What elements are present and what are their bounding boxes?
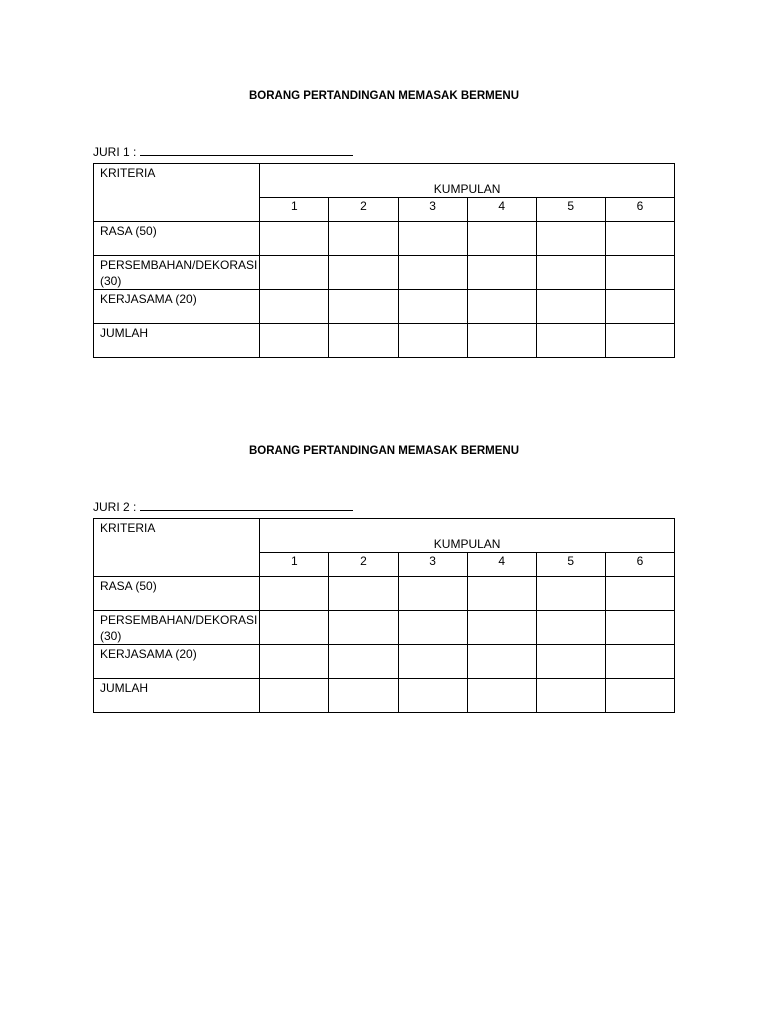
score-cell bbox=[467, 679, 536, 713]
table-row bbox=[94, 679, 675, 713]
score-cell bbox=[536, 290, 605, 324]
score-cell bbox=[329, 324, 398, 358]
score-cell bbox=[329, 222, 398, 256]
group-number: 1 bbox=[260, 197, 329, 221]
score-cell bbox=[467, 611, 536, 645]
form-title: BORANG PERTANDINGAN MEMASAK BERMENU bbox=[248, 445, 520, 457]
score-cell bbox=[260, 290, 329, 324]
score-cell bbox=[467, 577, 536, 611]
score-cell bbox=[467, 324, 536, 358]
score-cell bbox=[329, 679, 398, 713]
score-cell bbox=[260, 679, 329, 713]
score-cell bbox=[605, 611, 674, 645]
score-cell bbox=[260, 577, 329, 611]
score-cell bbox=[467, 645, 536, 679]
score-table bbox=[93, 518, 675, 713]
score-cell bbox=[536, 324, 605, 358]
criteria-label: KERJASAMA (20) bbox=[94, 290, 260, 324]
table-row bbox=[94, 577, 675, 611]
score-cell bbox=[329, 290, 398, 324]
juri-label: JURI 2 : bbox=[93, 500, 137, 514]
score-cell bbox=[467, 256, 536, 290]
table-row bbox=[94, 324, 675, 358]
score-cell bbox=[398, 679, 467, 713]
score-cell bbox=[536, 645, 605, 679]
score-table bbox=[93, 163, 675, 358]
score-cell bbox=[398, 290, 467, 324]
score-cell bbox=[536, 679, 605, 713]
score-cell bbox=[398, 222, 467, 256]
score-cell bbox=[605, 679, 674, 713]
score-cell bbox=[398, 324, 467, 358]
group-number: 6 bbox=[605, 197, 674, 221]
group-number: 4 bbox=[467, 552, 536, 576]
group-number: 3 bbox=[398, 552, 467, 576]
header-kumpulan: KUMPULAN bbox=[260, 164, 675, 198]
group-number: 6 bbox=[605, 552, 674, 576]
criteria-label: PERSEMBAHAN/DEKORASI (30) bbox=[94, 611, 260, 645]
table-row bbox=[94, 611, 675, 645]
table-row bbox=[94, 222, 675, 256]
criteria-label: RASA (50) bbox=[94, 222, 260, 256]
criteria-label: RASA (50) bbox=[94, 577, 260, 611]
header-kriteria: KRITERIA bbox=[94, 519, 260, 577]
group-number: 2 bbox=[329, 197, 398, 221]
juri-name-blank bbox=[140, 499, 353, 511]
score-cell bbox=[605, 577, 674, 611]
score-cell bbox=[329, 256, 398, 290]
score-cell bbox=[605, 324, 674, 358]
juri-name-blank bbox=[140, 144, 353, 156]
group-number: 1 bbox=[260, 552, 329, 576]
score-cell bbox=[467, 290, 536, 324]
score-cell bbox=[329, 611, 398, 645]
group-number: 3 bbox=[398, 197, 467, 221]
score-cell bbox=[536, 222, 605, 256]
table-row bbox=[94, 256, 675, 290]
group-number: 2 bbox=[329, 552, 398, 576]
juri-field bbox=[93, 144, 353, 159]
score-cell bbox=[260, 222, 329, 256]
score-cell bbox=[260, 611, 329, 645]
criteria-label-total: JUMLAH bbox=[94, 324, 260, 358]
score-cell bbox=[398, 577, 467, 611]
score-cell bbox=[329, 645, 398, 679]
group-number: 5 bbox=[536, 552, 605, 576]
score-cell bbox=[605, 290, 674, 324]
juri-label: JURI 1 : bbox=[93, 145, 137, 159]
table-row bbox=[94, 290, 675, 324]
juri-field bbox=[93, 499, 353, 514]
score-cell bbox=[398, 256, 467, 290]
score-cell bbox=[536, 577, 605, 611]
score-cell bbox=[329, 577, 398, 611]
score-cell bbox=[605, 645, 674, 679]
score-cell bbox=[260, 256, 329, 290]
score-cell bbox=[260, 324, 329, 358]
criteria-label-total: JUMLAH bbox=[94, 679, 260, 713]
group-number: 4 bbox=[467, 197, 536, 221]
score-cell bbox=[536, 256, 605, 290]
table-row bbox=[94, 645, 675, 679]
score-cell bbox=[536, 611, 605, 645]
header-kumpulan: KUMPULAN bbox=[260, 519, 675, 553]
header-kriteria: KRITERIA bbox=[94, 164, 260, 222]
group-number: 5 bbox=[536, 197, 605, 221]
score-cell bbox=[467, 222, 536, 256]
score-cell bbox=[398, 611, 467, 645]
form-title: BORANG PERTANDINGAN MEMASAK BERMENU bbox=[248, 90, 520, 102]
score-cell bbox=[260, 645, 329, 679]
score-cell bbox=[398, 645, 467, 679]
score-cell bbox=[605, 256, 674, 290]
criteria-label: PERSEMBAHAN/DEKORASI (30) bbox=[94, 256, 260, 290]
score-cell bbox=[605, 222, 674, 256]
criteria-label: KERJASAMA (20) bbox=[94, 645, 260, 679]
